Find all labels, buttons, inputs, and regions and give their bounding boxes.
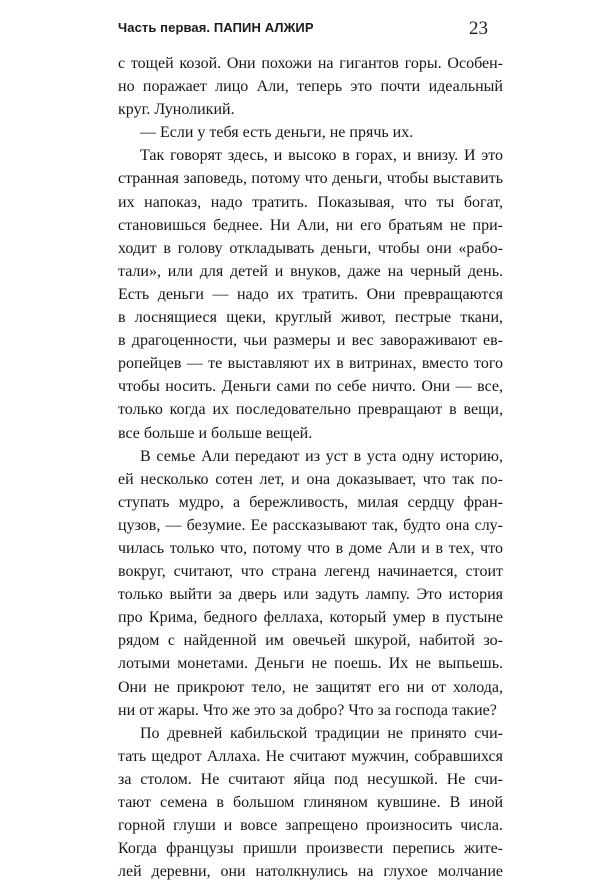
text-line: тали», или для детей и внуков, даже на черный день. — [118, 262, 503, 280]
text-line: но поражает лицо Али, теперь это почти идеальный — [118, 78, 503, 96]
text-line: чилась только что, потому что в доме Али и в тех, что — [118, 539, 503, 557]
text-line: их напоказ, надо тратить. Показывая, что ты богат, — [118, 193, 503, 211]
text-line: в драгоценности, чьи размеры и вес завораживают ев- — [118, 332, 503, 350]
text-line: вокруг, считают, что страна легенд начинается, стоит — [118, 563, 503, 581]
text-line: только когда их последовательно превращают в вещи, — [118, 401, 503, 419]
text-line: ей несколько сотен лет, и она доказывает, что так по- — [118, 470, 503, 488]
text-line: Они не прикроют тело, не защитят его ни от холода, — [118, 678, 503, 696]
text-line: все больше и больше вещей. — [118, 424, 313, 442]
text-line: Так говорят здесь, и высоко в горах, и внизу. И это — [140, 147, 503, 165]
text-line: круг. Луноликий. — [118, 101, 235, 119]
text-line: становишься беднее. Ни Али, ни его братьям не при- — [118, 216, 503, 234]
text-line: странная заповедь, потому что деньги, чтобы выставить — [118, 170, 503, 188]
text-line: тают семена в большом глиняном кувшине. В иной — [118, 794, 503, 811]
text-line: про Крима, бедного феллаха, который умер в пустыне — [118, 609, 503, 627]
text-line: ходит в голову откладывать деньги, чтобы они «рабо- — [118, 239, 503, 257]
text-line: ступать мудро, а бережливость, милая сердцу фран- — [118, 493, 503, 511]
text-line: В семье Али передают из уст в уста одну историю, — [140, 447, 503, 465]
text-line: с тощей козой. Они похожи на гигантов горы. Особен- — [118, 55, 503, 72]
text-line: ни от жары. Что же это за добро? Что за господа такие? — [118, 701, 497, 719]
text-line: ропейцев — те выставляют их в витринах, вместо того — [118, 355, 503, 373]
text-line: горной глуши и вовсе запрещено произносить числа. — [118, 817, 503, 835]
text-line: за столом. Не считают яйца под несушкой. Не счи- — [118, 770, 503, 788]
text-line: лей деревни, они натолкнулись на глухое молчание — [118, 863, 503, 881]
text-line: цузов, — безумие. Ее рассказывают так, будто она слу- — [118, 516, 503, 534]
text-line: в лоснящиеся щеки, круглый живот, пестрые ткани, — [118, 309, 503, 327]
text-line: Есть деньги — надо их тратить. Они превращаются — [118, 285, 503, 303]
text-line: лотыми монетами. Деньги не поешь. Их не выпьешь. — [118, 655, 503, 673]
text-line: только выйти за дверь или задуть лампу. Это история — [118, 586, 503, 604]
text-line: По древней кабильской традиции не принято счи- — [140, 724, 503, 742]
text-line: — Если у тебя есть деньги, не прячь их. — [140, 124, 414, 142]
page-number: 23 — [469, 18, 488, 39]
text-line: рядом с найденной им овечьей шкурой, набитой зо- — [118, 632, 503, 650]
text-line: тать щедрот Аллаха. Не считают мужчин, собравшихся — [118, 747, 503, 765]
text-line: Когда французы пришли произвести перепись жите- — [118, 840, 503, 858]
running-header: Часть первая. ПАПИН АЛЖИР — [118, 20, 314, 35]
body-text — [118, 52, 503, 883]
text-line: чтобы носить. Деньги сами по себе ничто. Они — все, — [118, 378, 503, 396]
